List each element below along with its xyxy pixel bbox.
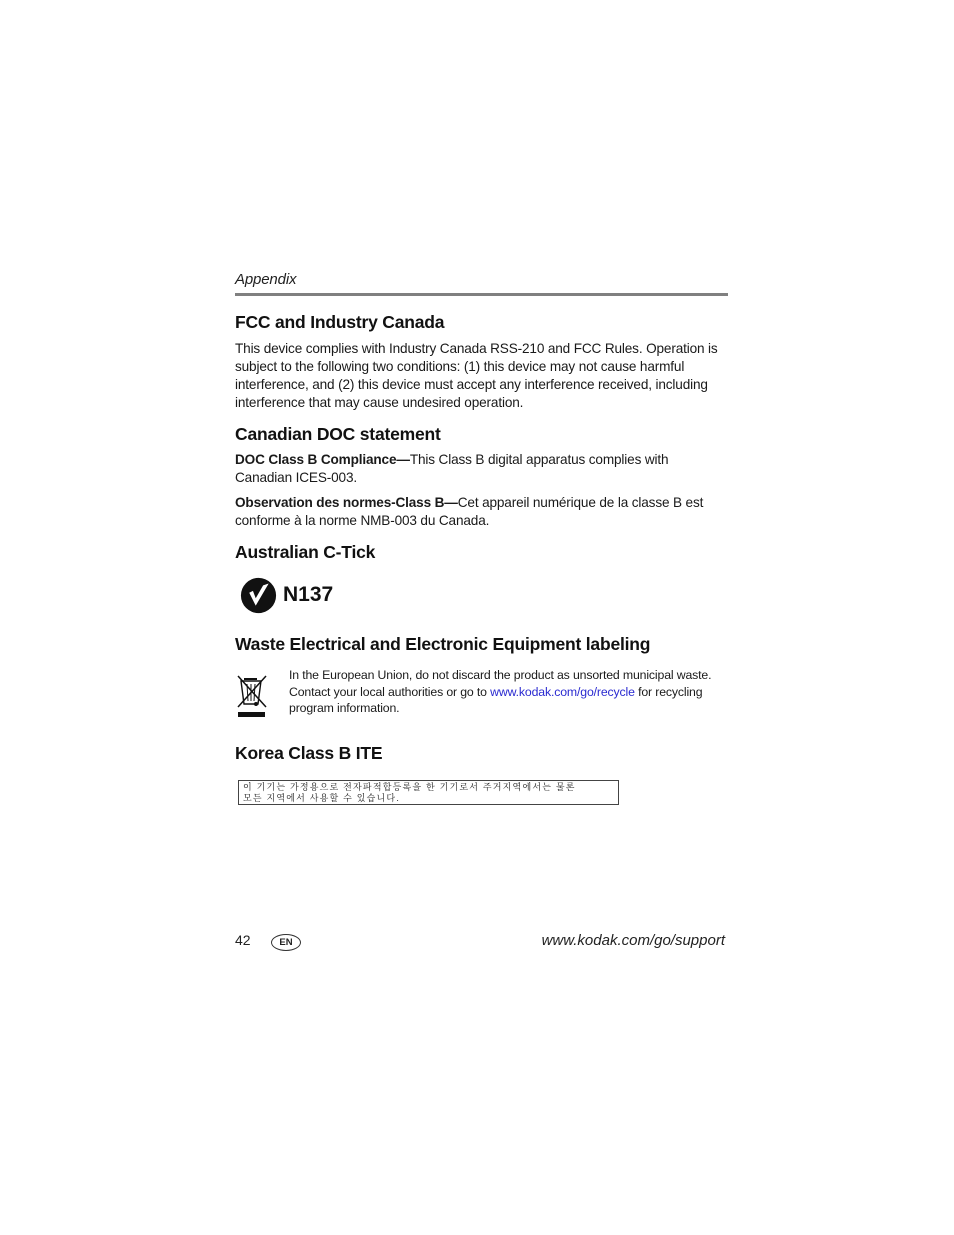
korea-line-2: 모든 지역에서 사용할 수 있습니다.: [243, 793, 401, 803]
page-content: [235, 270, 728, 805]
weee-text-after: for recycling program information.: [289, 684, 703, 715]
c-tick-icon: [240, 577, 277, 614]
fcc-body: This device complies with Industry Canada RSS-210 and FCC Rules. Operation is subject to the following two conditions: (1) this device may not cause harmful interference, and (2) this device must accept any interference received, including interference that may cause undesired operation.: [235, 341, 718, 410]
weee-block: [235, 667, 728, 724]
korea-line-1: 이 기기는 가정용으로 전자파적합등록을 한 기기로서 주거지역에서는 물론: [243, 782, 576, 792]
ctick-mark: [235, 570, 728, 620]
ctick-heading: Australian C-Tick: [235, 542, 376, 562]
fcc-heading: FCC and Industry Canada: [235, 312, 445, 332]
doc-english-paragraph: [235, 451, 728, 487]
language-badge: EN: [271, 934, 301, 951]
crossed-bin-icon: [235, 667, 289, 724]
korea-statement-box: [238, 780, 619, 805]
support-url[interactable]: www.kodak.com/go/support: [541, 932, 725, 949]
page-footer: [235, 930, 725, 954]
doc-english-body: This Class B digital apparatus complies with Canadian ICES-003.: [235, 452, 669, 485]
weee-text-before: In the European Union, do not discard the product as unsorted municipal waste. Contact your local authorities or go to: [289, 668, 712, 699]
doc-french-body: Cet appareil numérique de la classe B est conforme à la norme NMB-003 du Canada.: [235, 495, 704, 528]
recycle-link[interactable]: www.kodak.com/go/recycle: [490, 684, 635, 699]
weee-text: [289, 667, 725, 724]
header-rule: [235, 293, 728, 296]
doc-english-lead: DOC Class B Compliance—: [235, 452, 410, 467]
ctick-code: N137: [283, 583, 334, 606]
doc-heading: Canadian DOC statement: [235, 424, 441, 444]
doc-french-lead: Observation des normes-Class B—: [235, 495, 458, 510]
page-number: 42: [235, 932, 251, 948]
korea-heading: Korea Class B ITE: [235, 743, 383, 763]
weee-heading: Waste Electrical and Electronic Equipment labeling: [235, 634, 651, 654]
doc-french-paragraph: [235, 494, 728, 530]
running-head: Appendix: [235, 271, 297, 288]
